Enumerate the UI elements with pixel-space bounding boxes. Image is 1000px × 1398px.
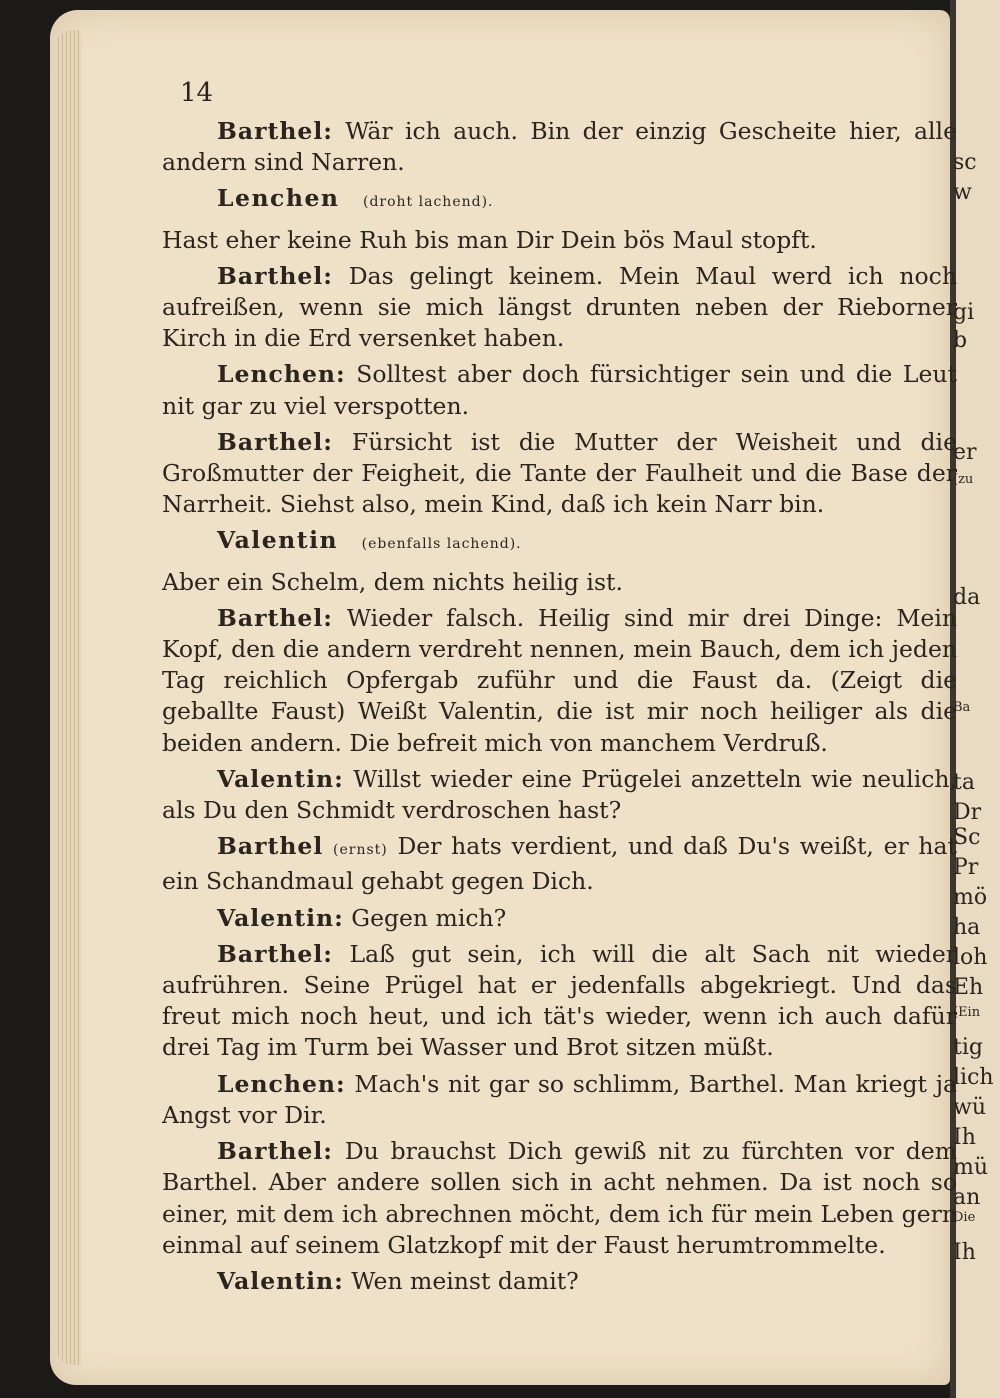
adjacent-page-fragment: da <box>953 585 981 610</box>
speaker-name: Lenchen: <box>217 360 346 389</box>
spoken-text: Fürsicht ist die Mutter der Weisheit und die Großmutter der Feigheit, die Tante der Faulheit und die Base der Narrheit. Siehst also, mein Kind, daß ich kein Narr bin. <box>162 427 957 519</box>
speaker-name: Barthel <box>217 832 324 861</box>
stage-direction: (ernst) <box>333 842 388 859</box>
dialogue-line <box>162 831 957 897</box>
adjacent-page-fragment: ta <box>953 770 975 795</box>
adjacent-page-fragment: Dr <box>953 800 982 825</box>
spoken-text: Mach's nit gar so schlimm, Barthel. Man kriegt ja Angst vor Dir. <box>162 1069 957 1129</box>
spoken-text: Du brauchst Dich gewiß nit zu fürchten vor dem Barthel. Aber andere sollen sich in acht nehmen. Da ist noch so einer, mit dem ich abrechnen möcht, dem ich für mein Leben gern einmal auf seinem Glatzkopf mit der Faust herumtrommelte. <box>162 1137 957 1259</box>
adjacent-page-fragment: an <box>953 1185 981 1210</box>
dialogue-line <box>162 116 957 178</box>
dialogue-line <box>162 427 957 521</box>
dialogue-line <box>162 903 957 934</box>
spoken-text: Willst wieder eine Prügelei anzetteln wie neulich, als Du den Schmidt verdroschen hast? <box>162 764 957 825</box>
speaker-cue <box>162 525 957 560</box>
adjacent-page-fragment: (Ein <box>953 1005 981 1020</box>
adjacent-page-fragment: Ih <box>953 1240 976 1265</box>
speaker-name: Barthel: <box>217 261 333 290</box>
adjacent-page-fragment: w <box>953 180 972 205</box>
dialogue-line <box>162 1136 957 1261</box>
dialogue-line <box>162 764 957 826</box>
spoken-text: Wieder falsch. Heilig sind mir drei Dinge: Mein Kopf, den die andern verdreht nennen, mein Bauch, dem ich jeden Tag reichlich Opfergab zuführ und die Faust da. (Zeigt die geballte Faust) Weißt Valentin, die ist mir noch heiliger als die beiden andern. Die befreit mich von manchem Verdruß. <box>162 603 957 757</box>
adjacent-page-fragment: b <box>953 328 968 353</box>
adjacent-page-fragment: tig <box>953 1035 983 1060</box>
spoken-text: Laß gut sein, ich will die alt Sach nit wieder aufrühren. Seine Prügel hat er jedenfalls abgekriegt. Und das freut mich noch heut, und ich tät's wieder, wenn ich auch dafür drei Tag im Turm bei Wasser und Brot sitzen müßt. <box>162 939 957 1062</box>
speaker-name: Barthel: <box>217 939 333 968</box>
speaker-name: Lenchen <box>217 184 340 213</box>
adjacent-page-fragment: Ba <box>953 700 971 715</box>
speaker-name: Barthel: <box>217 427 333 456</box>
dialogue-line <box>162 1069 957 1131</box>
adjacent-page-fragment: gi <box>953 300 975 325</box>
stage-direction: (droht lachend). <box>363 194 494 211</box>
adjacent-page-fragment: Sc <box>953 825 981 850</box>
adjacent-page-fragment: Ih <box>953 1125 976 1150</box>
spoken-text: Wen meinst damit? <box>351 1266 579 1295</box>
dialogue-text <box>162 116 957 1302</box>
dialogue-line: Hast eher keine Ruh bis man Dir Dein bös Maul stopft. <box>162 225 817 254</box>
speaker-name: Lenchen: <box>217 1069 346 1098</box>
adjacent-page-fragment: Die <box>953 1210 976 1225</box>
speaker-cue <box>162 183 957 218</box>
adjacent-page-fragment: (zu <box>953 472 974 487</box>
adjacent-page-fragment: Pr <box>953 855 979 880</box>
adjacent-page-fragment: ha <box>953 915 981 940</box>
adjacent-page-fragment: er <box>953 440 977 465</box>
adjacent-page-fragment: sc <box>953 150 977 175</box>
spoken-text: Das gelingt keinem. Mein Maul werd ich noch aufreißen, wenn sie mich längst drunten neben der Rieborner Kirch in die Erd versenket haben. <box>162 261 957 353</box>
spoken-text: Gegen mich? <box>351 903 507 932</box>
adjacent-page-fragment: lich <box>953 1065 994 1090</box>
speaker-name: Barthel: <box>217 1137 333 1166</box>
dialogue-line: Aber ein Schelm, dem nichts heilig ist. <box>162 567 623 596</box>
dialogue-line <box>162 1266 957 1297</box>
stage-direction: (ebenfalls lachend). <box>361 536 522 553</box>
spoken-text: Der hats verdient, und daß Du's weißt, er hat ein Schandmaul gehabt gegen Dich. <box>162 832 957 896</box>
dialogue-line <box>162 359 957 421</box>
spoken-text: Solltest aber doch fürsichtiger sein und die Leut nit gar zu viel verspotten. <box>162 360 957 420</box>
speaker-name: Valentin <box>217 526 339 555</box>
dialogue-line <box>162 261 957 355</box>
speaker-name: Valentin: <box>217 764 344 793</box>
adjacent-page-fragment: wü <box>953 1095 986 1120</box>
speaker-name: Valentin: <box>217 1266 344 1295</box>
adjacent-page-fragment: mü <box>953 1155 989 1180</box>
dialogue-line <box>162 603 957 759</box>
page-edges <box>55 30 81 1365</box>
adjacent-page-fragment: Eh <box>953 975 984 1000</box>
speaker-name: Barthel: <box>217 117 333 145</box>
page-number: 14 <box>180 78 214 108</box>
adjacent-page-fragment: mö <box>953 885 988 910</box>
speaker-name: Barthel: <box>217 603 333 632</box>
dialogue-line <box>162 939 957 1064</box>
spoken-text: Wär ich auch. Bin der einzig Gescheite hier, alle andern sind Narren. <box>162 117 957 177</box>
speaker-name: Valentin: <box>217 903 344 932</box>
adjacent-page-fragment: loh <box>953 945 988 970</box>
